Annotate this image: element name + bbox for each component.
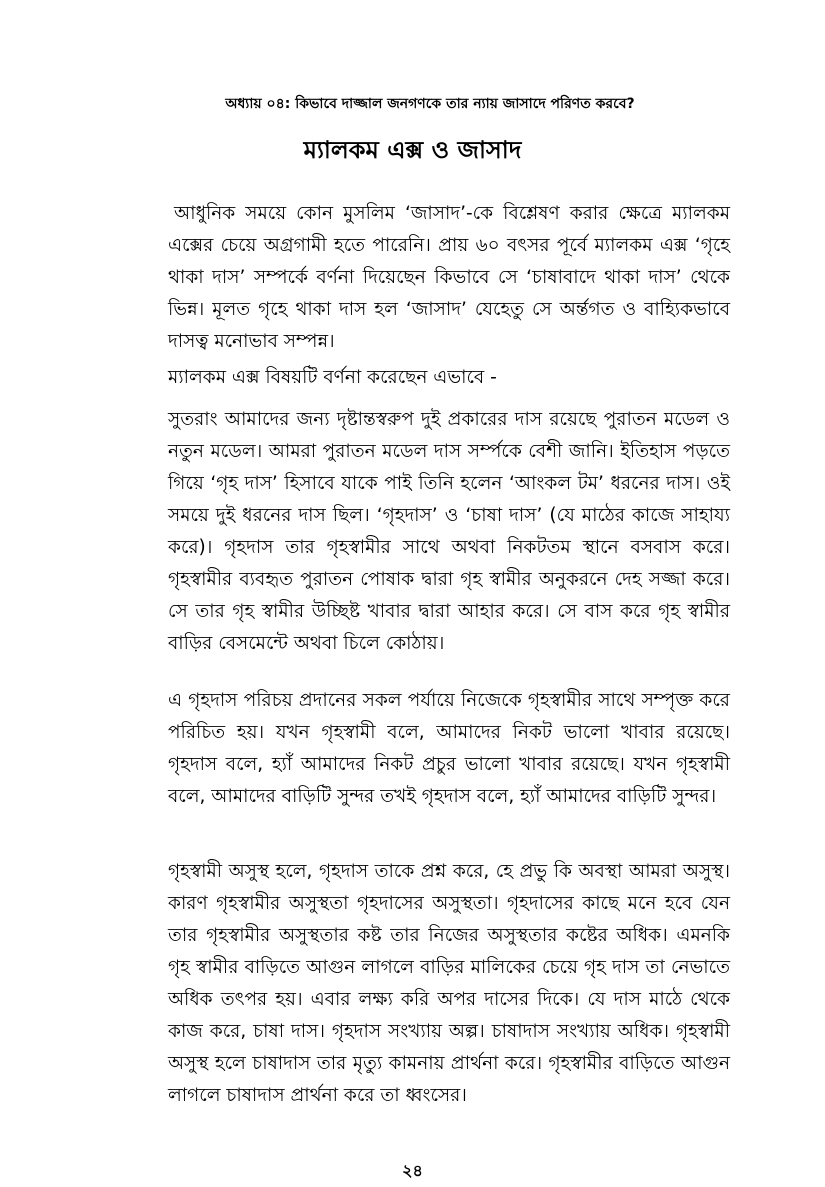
page-number: ২৪	[402, 1161, 423, 1180]
quote-lead-in: ম্যালকম এক্স বিষয়টি বর্ণনা করেছেন এভাবে -	[168, 367, 497, 388]
quote-block-2: এ গৃহদাস পরিচয় প্রদানের সকল পর্যায়ে নিজেকে গৃহস্বামীর সাথে সম্পৃক্ত করে পরিচিত হয়। যখন গৃহস্বামী বলে, আমাদের নিকট ভালো খাবার রয়েছে। গৃহদাস বলে, হ্যাঁ আমাদের নিকট প্রচুর ভালো খাবার রয়েছে। যখন গৃহস্বামী বলে, আমাদের বাড়িটি সুন্দর তখই গৃহদাস বলে, হ্যাঁ আমাদের বাড়িটি সুন্দর।	[168, 690, 730, 807]
section-title: ম্যালকম এক্স ও জাসাদ	[303, 136, 522, 164]
quote-block-1: সুতরাং আমাদের জন্য দৃষ্টান্তস্বরুপ দুই প্রকারের দাস রয়েছে পুরাতন মডেল ও নতুন মডেল। আমরা পুরাতন মডেল দাস সর্ম্পকে বেশী জানি। ইতিহাস পড়তে গিয়ে ‘গৃহ দাস’ হিসাবে যাকে পাই তিনি হলেন ‘আংকল টম’ ধরনের দাস। ওই সময়ে দুই ধরনের দাস ছিল। ‘গৃহদাস’ ও ‘চাষা দাস’ (যে মাঠের কাজে সাহায্য করে)। গৃহদাস তার গৃহস্বামীর সাথে অথবা নিকটতম স্থানে বসবাস করে। গৃহস্বামীর ব্যবহৃত পুরাতন পোষাক দ্বারা গৃহ স্বামীর অনুকরনে দেহ সজ্জা করে। সে তার গৃহ স্বামীর উচ্ছিষ্ট খাবার দ্বারা আহার করে। সে বাস করে গৃহ স্বামীর বাড়ির বেসমেন্টে অথবা চিলে কোঠায়।	[168, 409, 730, 654]
intro-paragraph: আধুনিক সময়ে কোন মুসলিম ‘জাসাদ’-কে বিশ্লেষণ করার ক্ষেত্রে ম্যালকম এক্সের চেয়ে অগ্রগামী হতে পারেনি। প্রায় ৬০ বৎসর পূর্বে ম্যালকম এক্স ‘গৃহে থাকা দাস’ সম্পর্কে বর্ণনা দিয়েছেন কিভাবে সে ‘চাষাবাদে থাকা দাস’ থেকে ভিন্ন। মূলত গৃহে থাকা দাস হল ‘জাসাদ’ যেহেতু সে অর্ন্তগত ও বাহ্যিকভাবে দাসত্ব মনোভাব সম্পন্ন।	[168, 203, 730, 352]
running-head: অধ্যায় ০৪: কিভাবে দাজ্জাল জনগণকে তার ন্যায় জাসাদে পরিণত করবে?	[225, 96, 635, 112]
quote-block-3: গৃহস্বামী অসুস্থ হলে, গৃহদাস তাকে প্রশ্ন করে, হে প্রভু কি অবস্থা আমরা অসুস্থ। কারণ গৃহস্বামীর অসুস্থতা গৃহদাসের অসুস্থতা। গৃহদাসের কাছে মনে হবে যেন তার গৃহস্বামীর অসুস্থতার কষ্ট তার নিজের অসুস্থতার কষ্টের অধিক। এমনকি গৃহ স্বামীর বাড়িতে আগুন লাগলে বাড়ির মালিকের চেয়ে গৃহ দাস তা নেভাতে অধিক তৎপর হয়। এবার লক্ষ্য করি অপর দাসের দিকে। যে দাস মাঠে থেকে কাজ করে, চাষা দাস। গৃহদাস সংখ্যায় অল্প। চাষাদাস সংখ্যায় অধিক। গৃহস্বামী অসুস্থ হলে চাষাদাস তার মৃত্যু কামনায় প্রার্থনা করে। গৃহস্বামীর বাড়িতে আগুন লাগলে চাষাদাস প্রার্থনা করে তা ধ্বংসের।	[168, 861, 730, 1106]
